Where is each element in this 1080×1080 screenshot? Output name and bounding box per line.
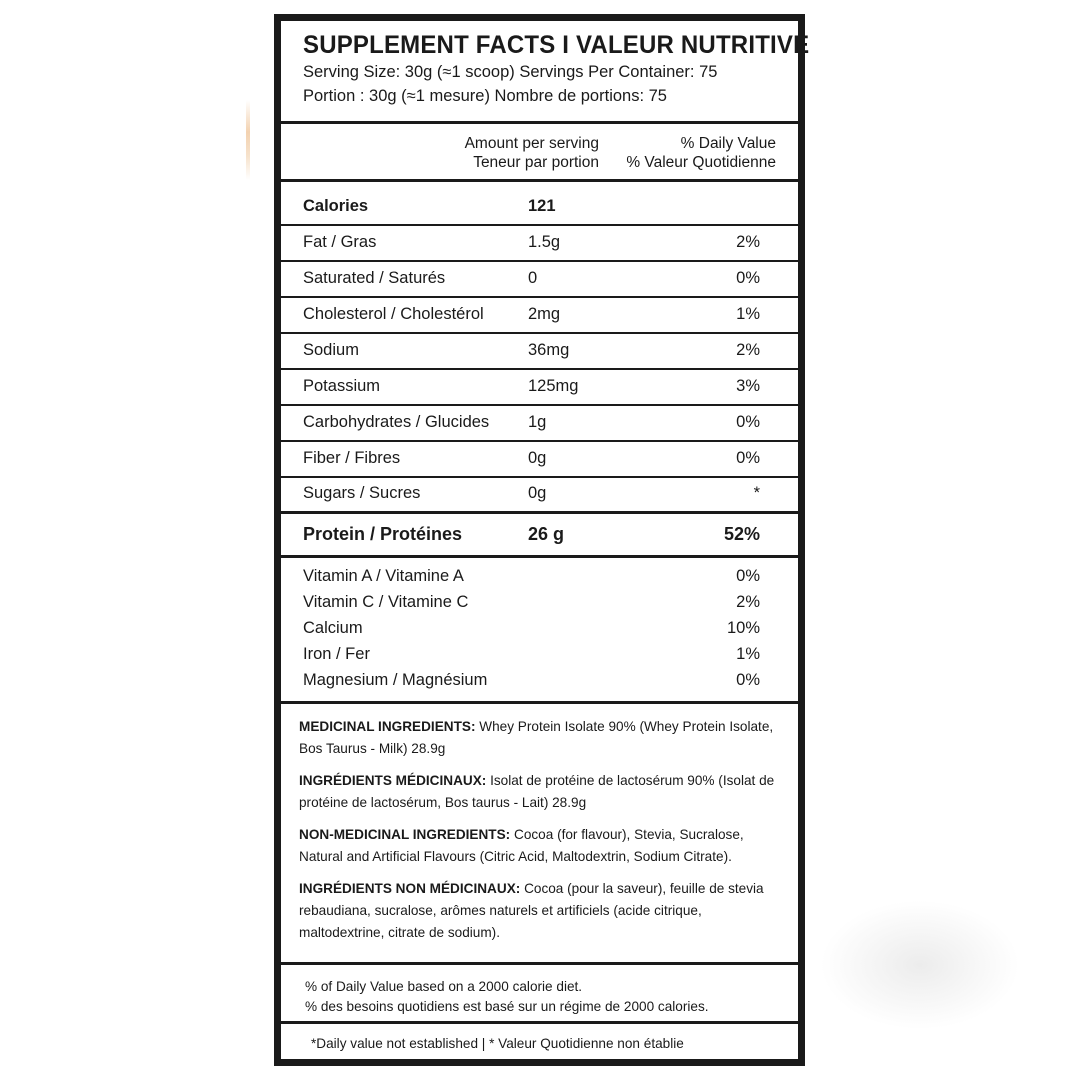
nutrient-amount: 36mg	[528, 341, 570, 359]
ingredient-label: INGRÉDIENTS NON MÉDICINAUX:	[299, 881, 521, 896]
vitamin-percent: 2%	[736, 593, 760, 611]
nutrient-amount: 0g	[528, 449, 547, 467]
ingredient-text: Cocoa (for flavour), Stevia, Sucralose, Natural and Artificial Flavours (Citric Acid, Maltodextrin, Sodium Citrate).	[299, 827, 744, 864]
nutrient-percent: 52%	[723, 524, 760, 544]
nutrient-amount: 121	[528, 197, 556, 215]
medicinal-ingredients-en	[299, 716, 784, 760]
daily-value-header-fr: % Valeur Quotidienne	[626, 154, 776, 171]
nutrient-amount: 0	[528, 269, 538, 287]
ingredient-label: INGRÉDIENTS MÉDICINAUX:	[299, 773, 487, 788]
footnote-text: *Daily value not established | * Valeur Quotidienne non établie	[311, 1036, 684, 1051]
vitamin-percent: 10%	[726, 619, 760, 637]
nutrient-row-sugars	[281, 478, 798, 514]
nutrient-amount: 2mg	[528, 305, 561, 323]
background-shadow	[820, 900, 1020, 1030]
vitamin-name: Iron / Fer	[303, 645, 370, 663]
daily-value-header-en: % Daily Value	[680, 135, 776, 152]
non-medicinal-ingredients-fr	[299, 878, 784, 944]
nutrient-name: Saturated / Saturés	[303, 269, 446, 287]
nutrient-name: Carbohydrates / Glucides	[303, 413, 490, 431]
nutrient-row-sodium	[281, 334, 798, 370]
label-header	[281, 21, 810, 124]
nutrient-amount: 26 g	[528, 524, 565, 544]
ingredient-text: Isolat de protéine de lactosérum 90% (Isolat de protéine de lactosérum, Bos taurus - Lait) 28.9g	[299, 773, 775, 810]
daily-value-note	[281, 965, 798, 1024]
nutrient-percent: 0%	[736, 449, 760, 467]
nutrient-row-fiber	[281, 442, 798, 478]
nutrient-row-carbohydrates	[281, 406, 798, 442]
ingredient-label: NON-MEDICINAL INGREDIENTS:	[299, 827, 511, 842]
vitamins-section	[281, 558, 798, 704]
vitamin-percent: 0%	[736, 671, 760, 689]
daily-value-note-en: % of Daily Value based on a 2000 calorie diet.	[305, 979, 583, 994]
vitamin-percent: 0%	[736, 567, 760, 585]
nutrient-percent: 2%	[736, 341, 760, 359]
nutrient-name: Fiber / Fibres	[303, 449, 401, 467]
vitamin-row	[281, 643, 798, 669]
nutrient-amount: 1g	[528, 413, 547, 431]
amount-header	[449, 134, 599, 172]
nutrient-percent: 0%	[736, 269, 760, 287]
nutrient-row-calories	[281, 182, 798, 226]
vitamin-name: Calcium	[303, 619, 363, 637]
nutrient-percent: 3%	[736, 377, 760, 395]
nutrient-name: Sodium	[303, 341, 359, 359]
label-title: SUPPLEMENT FACTS I VALEUR NUTRITIVE	[303, 31, 810, 59]
nutrient-name: Cholesterol / Cholestérol	[303, 305, 484, 323]
vitamin-percent: 1%	[736, 645, 760, 663]
ingredients-section	[281, 704, 798, 965]
amount-header-en: Amount per serving	[464, 135, 599, 152]
vitamin-row	[281, 565, 798, 591]
nutrient-row-saturated	[281, 262, 798, 298]
vitamin-row	[281, 591, 798, 617]
medicinal-ingredients-fr	[299, 770, 784, 814]
nutrient-table	[281, 182, 798, 558]
vitamin-name: Vitamin C / Vitamine C	[303, 593, 469, 611]
nutrient-name: Fat / Gras	[303, 233, 377, 251]
background-mark	[246, 100, 250, 180]
vitamin-name: Vitamin A / Vitamine A	[303, 567, 464, 585]
nutrient-row-cholesterol	[281, 298, 798, 334]
supplement-facts-label	[274, 14, 810, 1066]
nutrient-percent: *	[753, 484, 760, 502]
nutrient-name: Potassium	[303, 377, 381, 395]
footnote	[281, 1024, 798, 1059]
amount-header-fr: Teneur par portion	[473, 154, 599, 171]
nutrient-amount: 125mg	[528, 377, 579, 395]
nutrient-percent: 1%	[736, 305, 760, 323]
ingredient-label: MEDICINAL INGREDIENTS:	[299, 719, 476, 734]
ingredient-text: Whey Protein Isolate 90% (Whey Protein Isolate, Bos Taurus - Milk) 28.9g	[299, 719, 774, 756]
vitamin-name: Magnesium / Magnésium	[303, 671, 488, 689]
nutrient-row-fat	[281, 226, 798, 262]
vitamin-row	[281, 669, 798, 695]
ingredient-text: Cocoa (pour la saveur), feuille de stevia rebaudiana, sucralose, arômes naturels et artificiels (acide citrique, maltodextrine, citrate de sodium).	[299, 881, 764, 940]
nutrient-percent: 2%	[736, 233, 760, 251]
column-headers	[281, 124, 798, 182]
vitamin-row	[281, 617, 798, 643]
nutrient-percent: 0%	[736, 413, 760, 431]
nutrient-row-potassium	[281, 370, 798, 406]
nutrient-amount: 1.5g	[528, 233, 561, 251]
non-medicinal-ingredients-en	[299, 824, 784, 868]
nutrient-row-protein	[281, 514, 798, 558]
nutrient-name: Protein / Protéines	[303, 524, 463, 544]
nutrient-amount: 0g	[528, 484, 547, 502]
nutrient-name: Calories	[303, 197, 369, 215]
serving-info-en: Serving Size: 30g (≈1 scoop) Servings Per Container: 75	[303, 63, 718, 81]
daily-value-header	[596, 134, 776, 172]
nutrient-name: Sugars / Sucres	[303, 484, 421, 502]
serving-info-fr: Portion : 30g (≈1 mesure) Nombre de portions: 75	[303, 87, 667, 105]
daily-value-note-fr: % des besoins quotidiens est basé sur un régime de 2000 calories.	[305, 999, 709, 1014]
